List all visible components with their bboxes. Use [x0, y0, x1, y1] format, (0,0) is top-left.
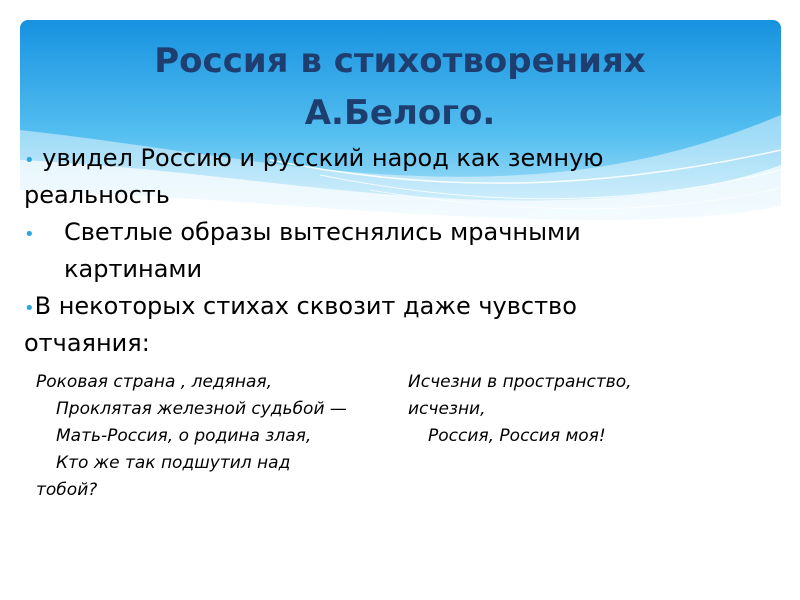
poem-right-line-3: Россия, Россия моя!	[428, 426, 606, 446]
poem-right-line-2: исчезни,	[408, 399, 486, 419]
bullet-2-marker-row	[24, 219, 35, 248]
poem-left-line-1: Роковая страна , ледяная,	[36, 372, 273, 392]
poem-left-line-4: Кто же так подшутил над	[56, 453, 291, 473]
slide-title-line-1: Россия в стихотворениях	[154, 41, 646, 81]
bullet-1-text: увидел Россию и русский народ как земную	[42, 144, 604, 172]
bullet-3-line-1	[24, 293, 577, 322]
bullet-3-line-2: отчаяния:	[24, 329, 150, 357]
bullet-2-line-2: картинами	[64, 255, 203, 283]
bullet-marker: •	[24, 224, 35, 245]
poem-left-line-2: Проклятая железной судьбой —	[56, 399, 347, 419]
bullet-2-line-1: Светлые образы вытеснялись мрачными	[64, 218, 581, 246]
bullet-1-line-1	[24, 145, 604, 174]
slide-title-line-2: А.Белого.	[304, 93, 496, 133]
poem-left-line-5: тобой?	[36, 480, 98, 500]
bullet-3-text: В некоторых стихах сквозит даже чувство	[34, 292, 577, 320]
poem-left-line-3: Мать-Россия, о родина злая,	[56, 426, 312, 446]
bullet-1-line-2: реальность	[24, 181, 170, 209]
poem-right-line-1: Исчезни в пространство,	[408, 372, 632, 392]
bullet-marker: •	[24, 298, 35, 319]
bullet-marker: •	[24, 150, 35, 171]
